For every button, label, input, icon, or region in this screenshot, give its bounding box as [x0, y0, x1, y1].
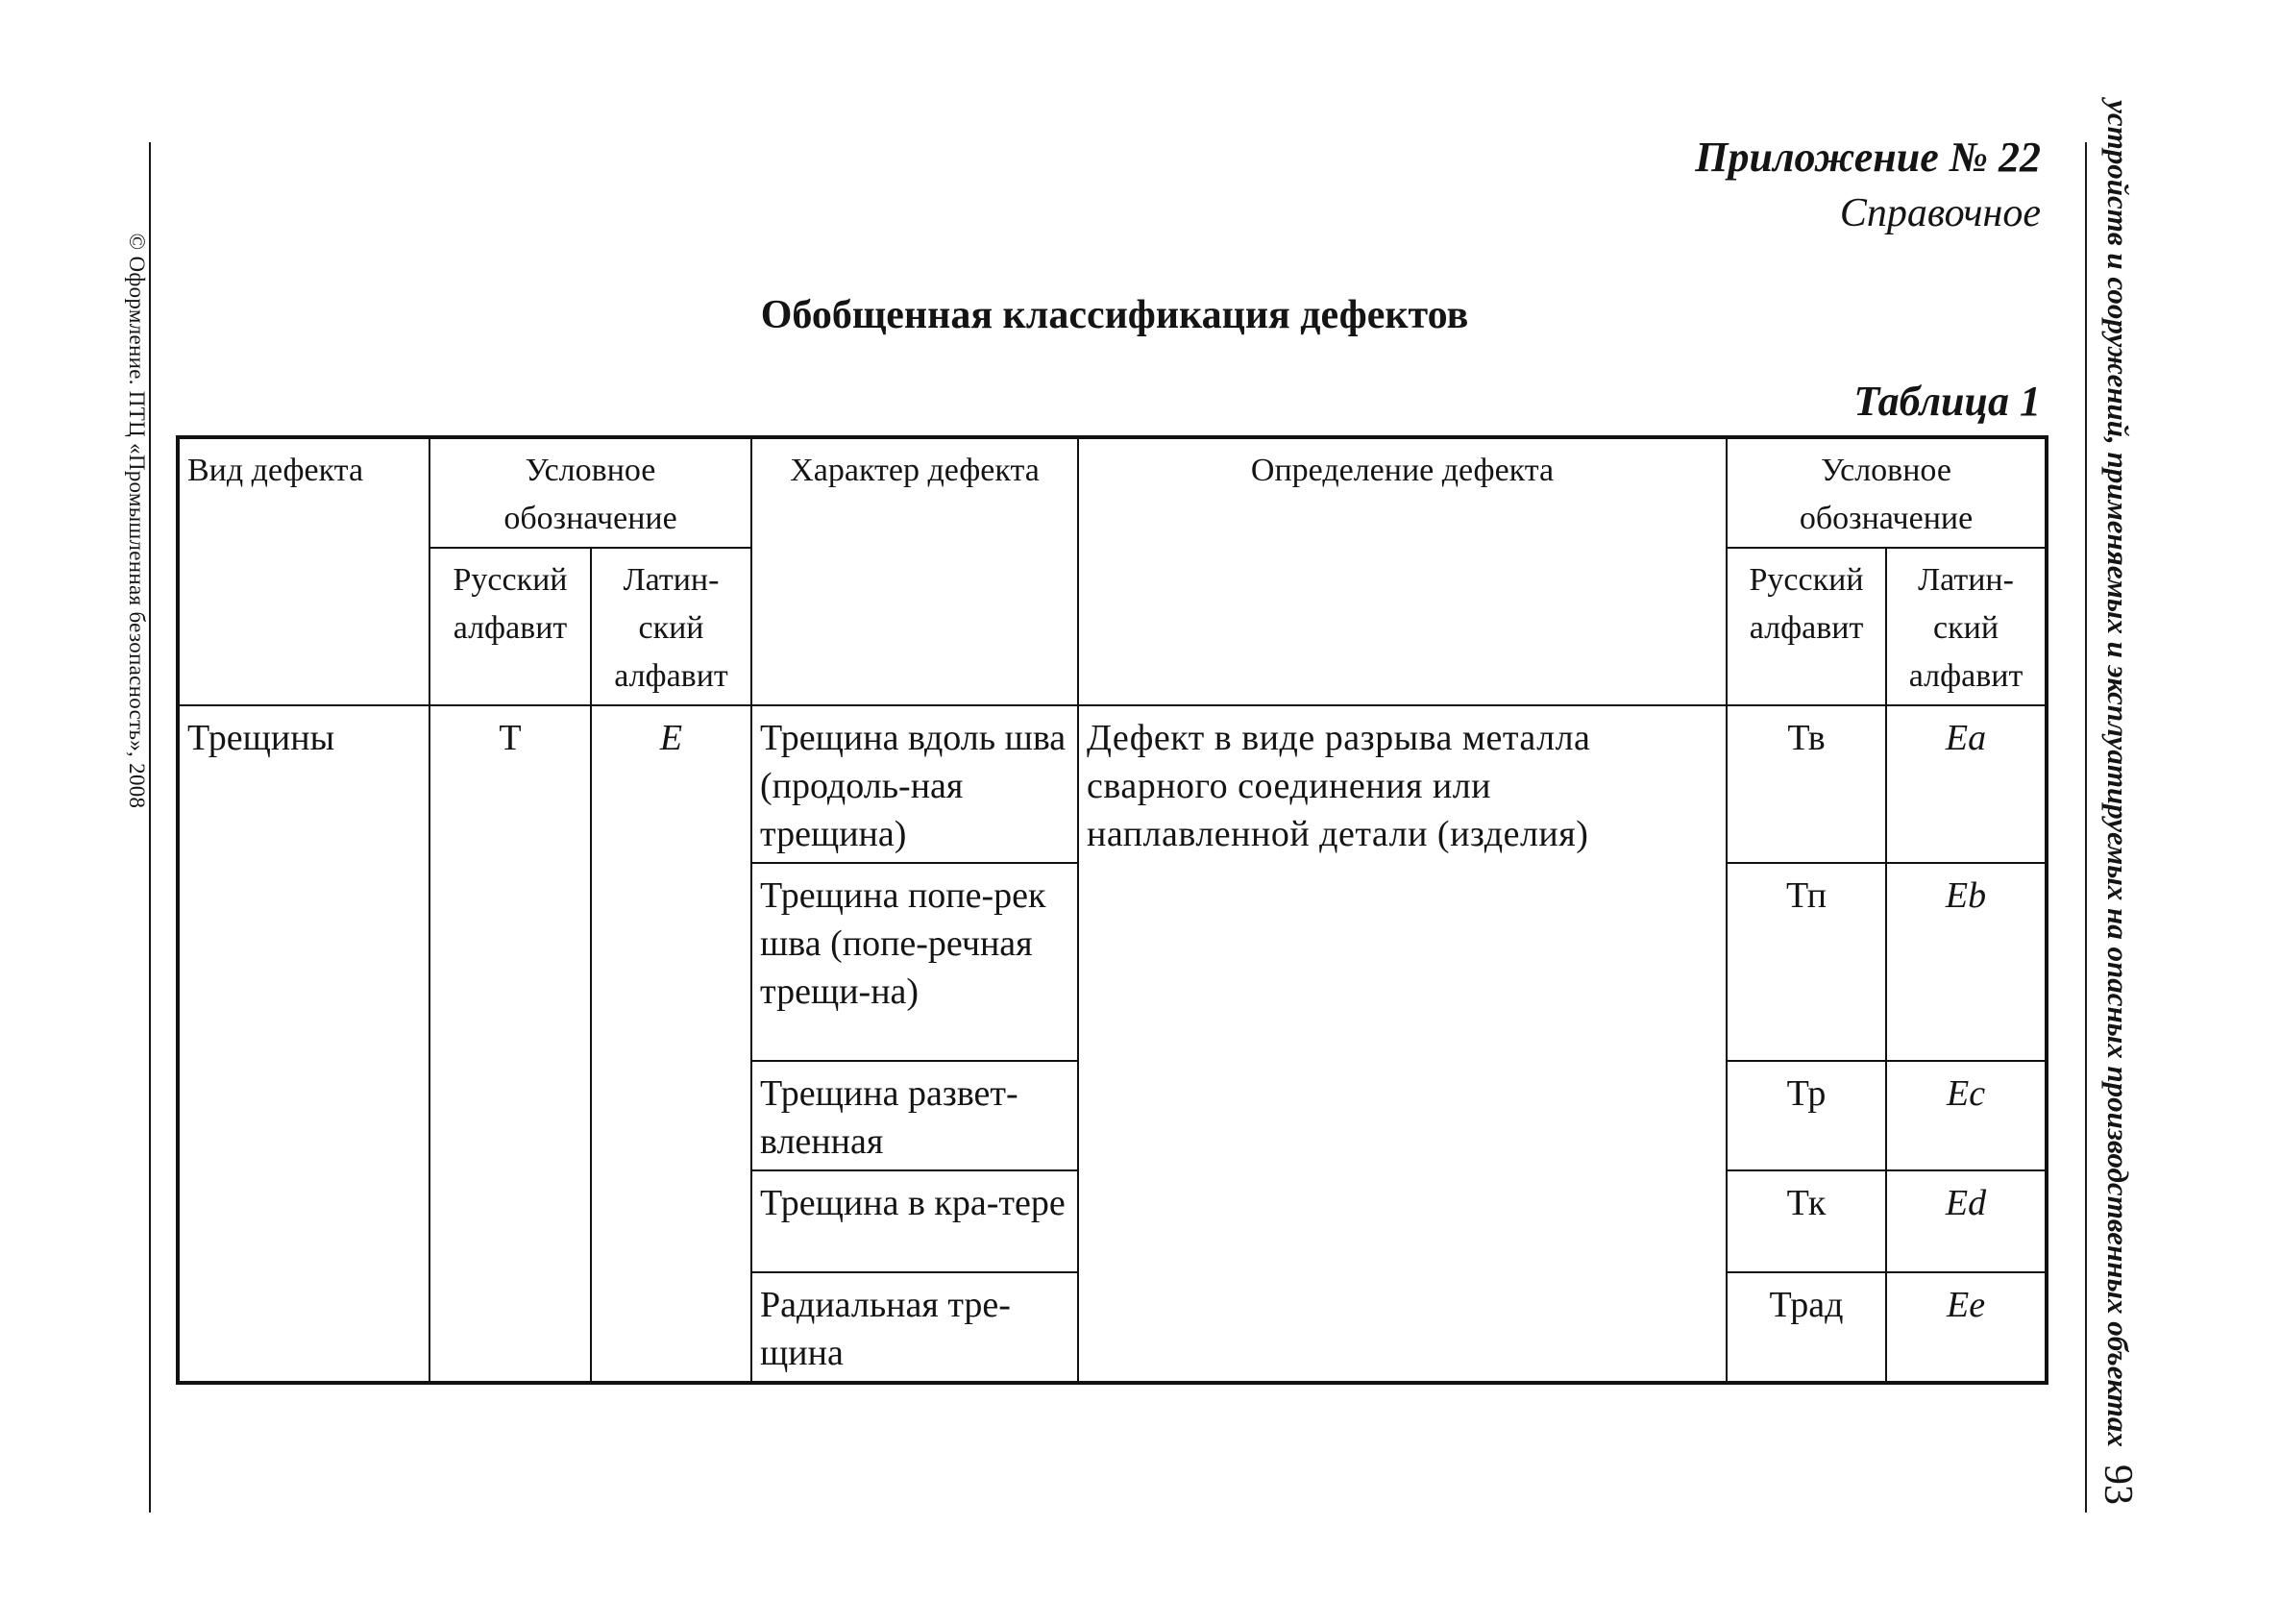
sub-latin-cell: Eb	[1886, 863, 2047, 1061]
page-number-text: 93	[2096, 1464, 2140, 1505]
sub-russian-cell: Тв	[1727, 705, 1886, 863]
sub-latin-cell: Ed	[1886, 1170, 2047, 1272]
character-cell: Трещина в кра-тере	[751, 1170, 1078, 1272]
defects-table	[176, 435, 2048, 1385]
header-row-1	[178, 437, 2047, 548]
left-margin-rule	[149, 142, 151, 1513]
header-symbol-group-2: Условное обозначение	[1727, 437, 2047, 548]
document-title: Обобщенная классификация дефектов	[760, 293, 1469, 337]
character-cell: Трещина попе-рек шва (попе-речная трещи-на)	[751, 863, 1078, 1061]
table-label: Таблица 1	[1853, 378, 2041, 425]
header-defect-type: Вид дефекта	[178, 437, 429, 705]
header-latin-2: Латин-ский алфавит	[1886, 548, 2047, 705]
header-symbol-group: Условное обозначение	[429, 437, 751, 548]
character-cell: Трещина развет-вленная	[751, 1061, 1078, 1170]
right-margin-rule	[2085, 142, 2087, 1513]
defect-type-cell: Трещины	[178, 705, 429, 1383]
copyright-text: © Оформление. ПТЦ «Промышленная безопасность», 2008	[125, 233, 149, 809]
sub-russian-cell: Тк	[1727, 1170, 1886, 1272]
appendix-title: Приложение № 22	[1695, 134, 2041, 181]
header-latin: Латин-ский алфавит	[591, 548, 751, 705]
sub-russian-cell: Тп	[1727, 863, 1886, 1061]
header-definition: Определение дефекта	[1078, 437, 1727, 705]
header-russian-2: Русский алфавит	[1727, 548, 1886, 705]
russian-symbol-cell: Т	[429, 705, 591, 1383]
running-header-text: устройств и сооружений, применяемых и эксплуатируемых на опасных производственных объектах	[2101, 100, 2135, 1447]
table-row	[178, 705, 2047, 863]
character-cell: Радиальная тре-щина	[751, 1272, 1078, 1383]
sub-russian-cell: Трад	[1727, 1272, 1886, 1383]
sub-latin-cell: Ea	[1886, 705, 2047, 863]
header-character: Характер дефекта	[751, 437, 1078, 705]
latin-symbol-cell: E	[591, 705, 751, 1383]
definition-cell: Дефект в виде разрыва металла сварного соединения или наплавленной детали (изделия)	[1078, 705, 1727, 1383]
character-cell: Трещина вдоль шва (продоль-ная трещина)	[751, 705, 1078, 863]
header-russian: Русский алфавит	[429, 548, 591, 705]
appendix-subtitle: Справочное	[1839, 191, 2041, 235]
sub-russian-cell: Тр	[1727, 1061, 1886, 1170]
sub-latin-cell: Ec	[1886, 1061, 2047, 1170]
sub-latin-cell: Ee	[1886, 1272, 2047, 1383]
